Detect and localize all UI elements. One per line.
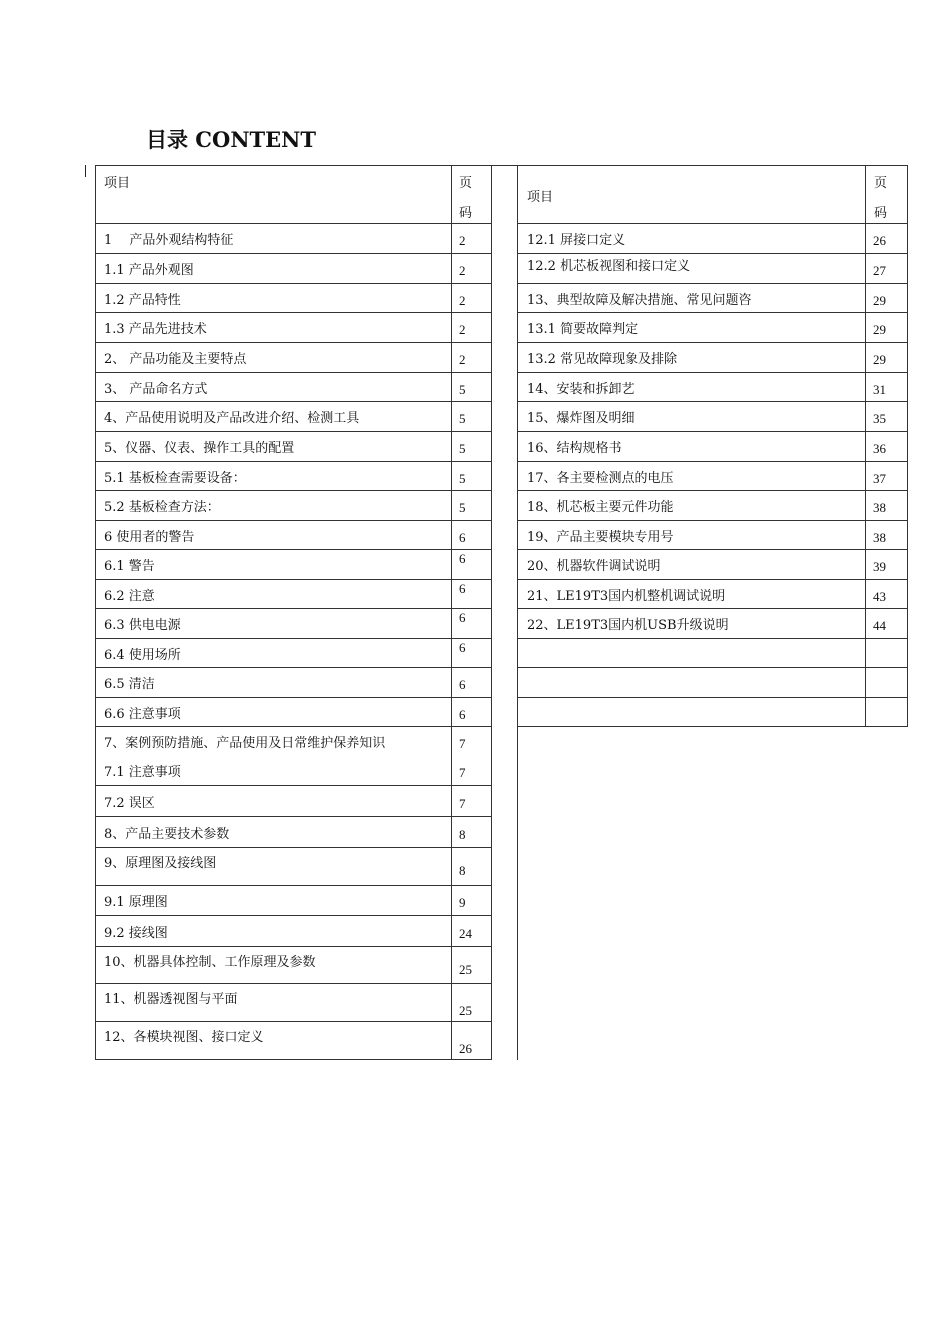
toc-item-label: 7.1 注意事项 — [104, 765, 181, 780]
toc-item-page: 26 — [873, 233, 886, 248]
header-page-right-2: 码 — [874, 206, 888, 221]
toc-item-label: 10、机器具体控制、工作原理及参数 — [104, 955, 316, 970]
toc-item-label: 15、爆炸图及明细 — [527, 411, 635, 426]
toc-item-label: 6.1 警告 — [104, 559, 155, 574]
toc-item-page: 6 — [459, 610, 466, 625]
toc-item-page: 7 — [459, 765, 466, 780]
toc-item-page: 6 — [459, 640, 466, 655]
page-title: 目录 CONTENT — [146, 127, 316, 152]
table-rule — [95, 816, 492, 817]
table-rule — [517, 726, 908, 727]
table-rule — [95, 253, 492, 254]
toc-item-label: 16、结构规格书 — [527, 441, 622, 456]
toc-item-label: 6.6 注意事项 — [104, 707, 181, 722]
table-rule — [95, 946, 492, 947]
toc-item-label: 12、各模块视图、接口定义 — [104, 1030, 264, 1045]
table-rule — [95, 1059, 492, 1060]
table-rule — [95, 342, 492, 343]
toc-item-page: 2 — [459, 322, 466, 337]
table-rule — [95, 549, 492, 550]
toc-item-label: 8、产品主要技术参数 — [104, 827, 230, 842]
table-rule — [95, 885, 492, 886]
table-rule — [517, 401, 908, 402]
table-rule — [95, 1021, 492, 1022]
toc-item-label: 4、产品使用说明及产品改进介绍、检测工具 — [104, 411, 360, 426]
toc-item-page: 6 — [459, 530, 466, 545]
toc-item-page: 6 — [459, 551, 466, 566]
table-rule — [517, 549, 908, 550]
toc-item-page: 6 — [459, 707, 466, 722]
toc-item-page: 29 — [873, 352, 886, 367]
table-rule — [95, 579, 492, 580]
table-rule — [517, 223, 908, 224]
table-rule — [95, 490, 492, 491]
toc-item-page: 35 — [873, 411, 886, 426]
table-rule — [907, 165, 908, 727]
toc-item-page: 31 — [873, 382, 886, 397]
toc-item-label: 9.1 原理图 — [104, 895, 168, 910]
toc-item-page: 25 — [459, 962, 472, 977]
toc-item-label: 22、LE19T3国内机USB升级说明 — [527, 618, 729, 633]
table-rule — [95, 983, 492, 984]
toc-item-label: 2、 产品功能及主要特点 — [104, 352, 247, 367]
table-rule — [517, 461, 908, 462]
toc-item-page: 2 — [459, 293, 466, 308]
toc-item-label: 1.1 产品外观图 — [104, 263, 194, 278]
toc-item-page: 29 — [873, 293, 886, 308]
toc-item-label: 19、产品主要模块专用号 — [527, 530, 674, 545]
toc-item-page: 9 — [459, 895, 466, 910]
header-page-right: 页 — [874, 176, 888, 191]
toc-item-label: 13.2 常见故障现象及排除 — [527, 352, 678, 367]
toc-item-page: 38 — [873, 500, 886, 515]
table-rule — [491, 165, 492, 1060]
toc-item-label: 12.2 机芯板视图和接口定义 — [527, 259, 691, 274]
table-rule — [517, 253, 908, 254]
table-rule — [95, 312, 492, 313]
toc-item-page: 2 — [459, 233, 466, 248]
toc-item-page: 6 — [459, 581, 466, 596]
toc-item-page: 5 — [459, 441, 466, 456]
toc-item-page: 25 — [459, 1003, 472, 1018]
table-rule — [95, 461, 492, 462]
table-rule — [95, 608, 492, 609]
toc-item-label: 21、LE19T3国内机整机调试说明 — [527, 589, 726, 604]
table-rule — [95, 915, 492, 916]
margin-mark — [85, 165, 86, 177]
toc-item-label: 5、仪器、仪表、操作工具的配置 — [104, 441, 295, 456]
table-rule — [517, 283, 908, 284]
table-rule — [517, 520, 908, 521]
toc-item-label: 6.4 使用场所 — [104, 648, 181, 663]
table-rule — [95, 223, 492, 224]
toc-item-label: 6.5 清洁 — [104, 677, 155, 692]
toc-item-label: 11、机器透视图与平面 — [104, 992, 238, 1007]
toc-item-page: 8 — [459, 827, 466, 842]
table-rule — [95, 667, 492, 668]
table-rule — [95, 431, 492, 432]
toc-item-page: 26 — [459, 1041, 472, 1056]
table-rule — [517, 372, 908, 373]
toc-item-page: 44 — [873, 618, 886, 633]
table-rule — [95, 726, 492, 727]
table-rule — [95, 283, 492, 284]
table-rule — [95, 697, 492, 698]
table-rule — [95, 165, 908, 166]
toc-item-page: 6 — [459, 677, 466, 692]
toc-item-label: 1.2 产品特性 — [104, 293, 181, 308]
toc-item-label: 9.2 接线图 — [104, 926, 168, 941]
toc-item-label: 1.3 产品先进技术 — [104, 322, 207, 337]
table-rule — [865, 165, 866, 727]
toc-item-page: 39 — [873, 559, 886, 574]
toc-item-page: 8 — [459, 863, 466, 878]
toc-item-page: 37 — [873, 471, 886, 486]
table-rule — [517, 579, 908, 580]
table-rule — [451, 165, 452, 1060]
table-rule — [517, 608, 908, 609]
toc-item-label: 7.2 误区 — [104, 796, 155, 811]
toc-item-label: 6.2 注意 — [104, 589, 155, 604]
header-item-left: 项目 — [104, 176, 131, 191]
header-item-right: 项目 — [527, 190, 554, 205]
table-rule — [517, 342, 908, 343]
toc-item-page: 7 — [459, 796, 466, 811]
toc-item-label: 6 使用者的警告 — [104, 530, 195, 545]
table-rule — [517, 431, 908, 432]
table-rule — [95, 520, 492, 521]
toc-item-label: 18、机芯板主要元件功能 — [527, 500, 674, 515]
table-rule — [517, 697, 908, 698]
table-rule — [517, 490, 908, 491]
table-rule — [517, 667, 908, 668]
toc-item-label: 1 产品外观结构特征 — [104, 233, 234, 248]
header-page-left-2: 码 — [459, 206, 473, 221]
toc-item-page: 2 — [459, 352, 466, 367]
toc-item-label: 7、案例预防措施、产品使用及日常维护保养知识 — [104, 736, 386, 751]
table-rule — [95, 165, 96, 1060]
table-rule — [517, 638, 908, 639]
toc-item-label: 13.1 简要故障判定 — [527, 322, 639, 337]
toc-item-page: 36 — [873, 441, 886, 456]
toc-item-page: 7 — [459, 736, 466, 751]
toc-item-page: 27 — [873, 263, 886, 278]
toc-item-page: 5 — [459, 471, 466, 486]
toc-item-label: 5.1 基板检查需要设备： — [104, 471, 246, 486]
toc-item-page: 2 — [459, 263, 466, 278]
toc-item-label: 17、各主要检测点的电压 — [527, 471, 674, 486]
table-rule — [95, 847, 492, 848]
toc-item-label: 9、原理图及接线图 — [104, 856, 217, 871]
toc-item-page: 24 — [459, 926, 472, 941]
toc-item-label: 20、机器软件调试说明 — [527, 559, 661, 574]
toc-item-page: 29 — [873, 322, 886, 337]
header-page-left: 页 — [459, 176, 473, 191]
table-rule — [95, 401, 492, 402]
table-rule — [517, 165, 518, 1060]
table-rule — [517, 312, 908, 313]
table-rule — [95, 372, 492, 373]
toc-item-page: 5 — [459, 500, 466, 515]
toc-item-label: 12.1 屏接口定义 — [527, 233, 626, 248]
toc-item-page: 5 — [459, 411, 466, 426]
toc-item-page: 38 — [873, 530, 886, 545]
toc-item-page: 43 — [873, 589, 886, 604]
table-rule — [95, 785, 492, 786]
table-rule — [95, 638, 492, 639]
toc-item-label: 5.2 基板检查方法： — [104, 500, 220, 515]
toc-item-label: 14、安装和拆卸艺 — [527, 382, 635, 397]
toc-item-label: 13、典型故障及解决措施、常见问题咨 — [527, 293, 752, 308]
toc-item-label: 3、 产品命名方式 — [104, 382, 208, 397]
toc-item-page: 5 — [459, 382, 466, 397]
toc-item-label: 6.3 供电电源 — [104, 618, 181, 633]
